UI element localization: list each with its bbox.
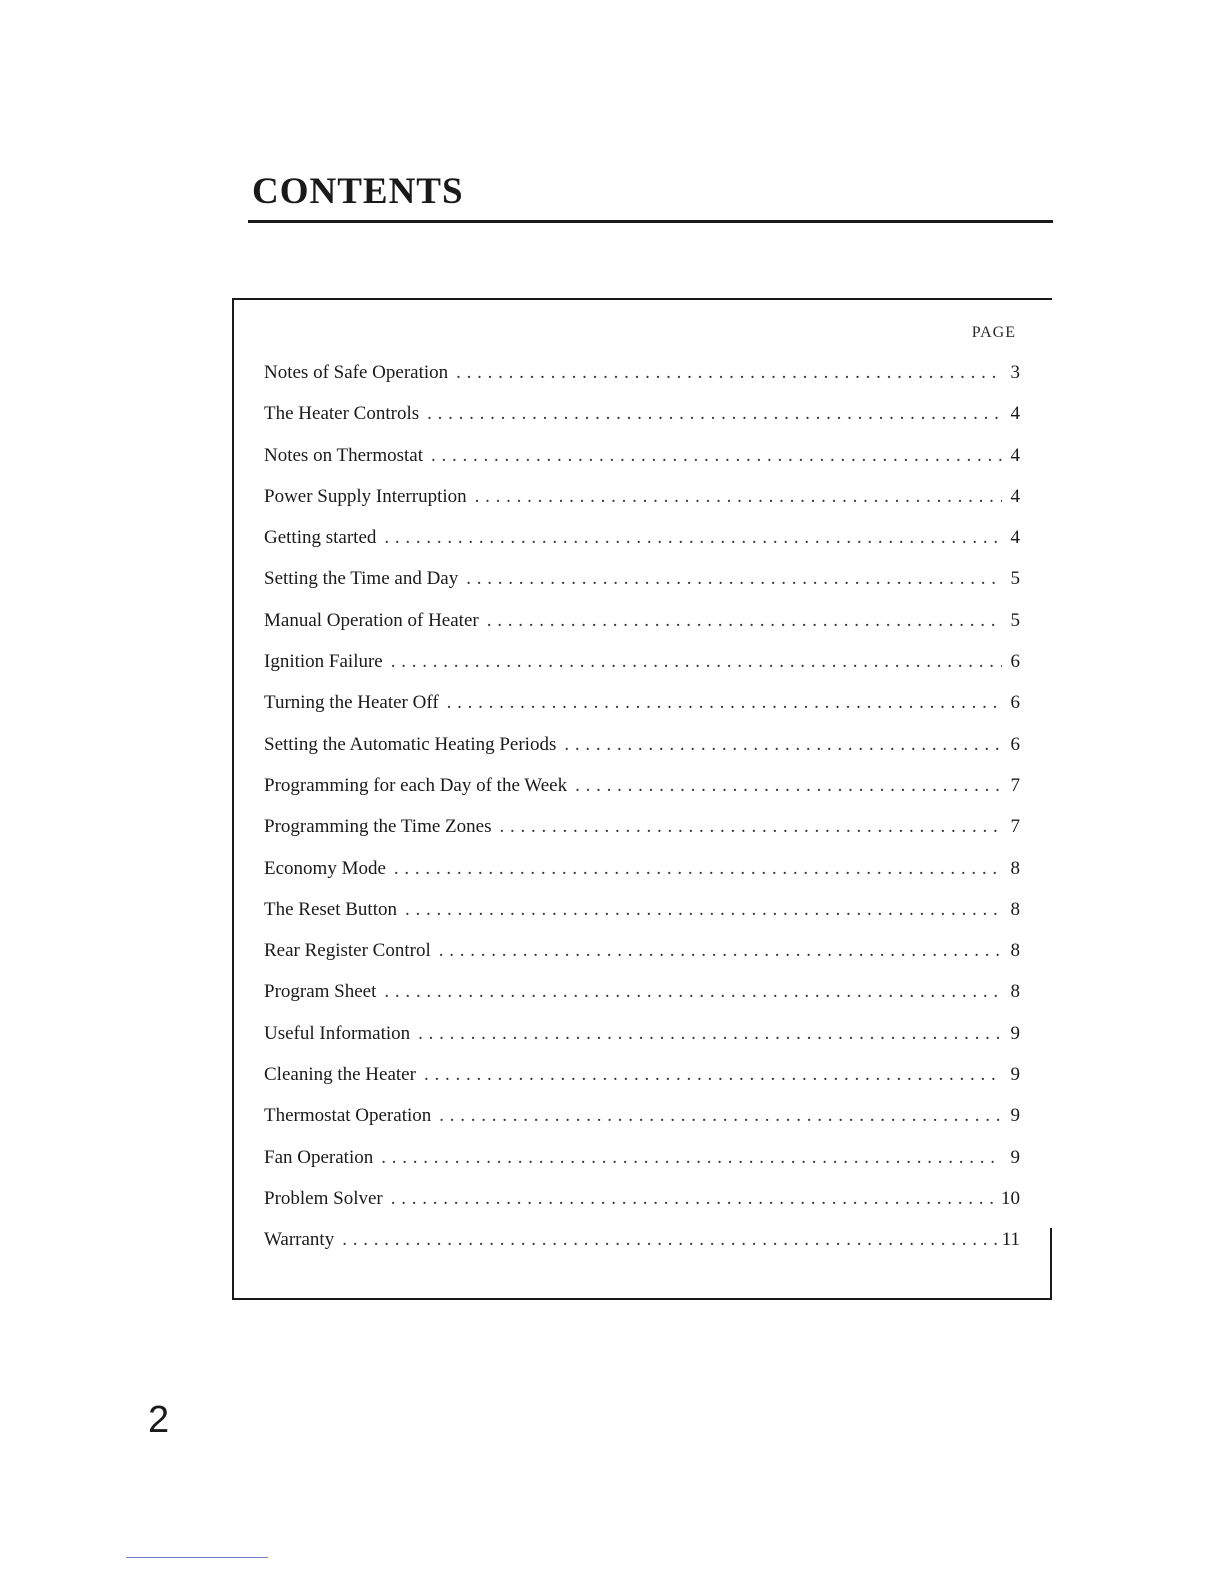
toc-entry-page: 11 <box>1001 1229 1020 1251</box>
dot-leader <box>475 476 1002 517</box>
contents-box <box>232 298 1052 1300</box>
toc-entry-label: Power Supply Interruption <box>264 485 467 507</box>
toc-entry-page: 3 <box>1010 362 1020 383</box>
dot-leader <box>439 1095 1002 1136</box>
dot-leader <box>384 971 1002 1012</box>
toc-entry-label: Thermostat Operation <box>264 1105 432 1127</box>
dot-leader <box>384 517 1002 558</box>
toc-entry-page: 5 <box>1010 568 1020 590</box>
page-title: CONTENTS <box>252 171 464 212</box>
dot-leader <box>405 889 1002 930</box>
toc-entry[interactable] <box>264 1054 1020 1095</box>
toc-entry-page: 8 <box>1010 940 1020 962</box>
dot-leader <box>456 352 1002 393</box>
contents-list <box>264 352 1020 1261</box>
title-underline <box>248 220 1053 223</box>
toc-entry-page: 4 <box>1010 403 1020 425</box>
toc-entry[interactable] <box>264 600 1020 641</box>
toc-entry-page: 4 <box>1010 444 1020 466</box>
toc-entry-page: 4 <box>1010 527 1020 549</box>
toc-entry[interactable] <box>264 1137 1020 1178</box>
toc-entry-page: 6 <box>1010 692 1020 714</box>
toc-entry[interactable] <box>264 682 1020 723</box>
dot-leader <box>381 1137 1002 1178</box>
toc-entry[interactable] <box>264 517 1020 558</box>
toc-entry-label: Notes on Thermostat <box>264 444 424 466</box>
toc-entry-label: Getting started <box>264 527 377 549</box>
dot-leader <box>499 806 1002 847</box>
page-column-header: PAGE <box>971 324 1016 341</box>
toc-entry[interactable] <box>264 1095 1020 1136</box>
toc-entry-page: 8 <box>1010 981 1020 1003</box>
toc-entry-page: 8 <box>1010 857 1020 879</box>
dot-leader <box>487 600 1002 641</box>
dot-leader <box>342 1219 997 1260</box>
toc-entry[interactable] <box>264 889 1020 930</box>
toc-entry-label: Programming for each Day of the Week <box>264 774 568 796</box>
toc-entry[interactable] <box>264 848 1020 889</box>
page-number: 2 <box>148 1399 170 1441</box>
toc-entry-label: Economy Mode <box>264 857 386 879</box>
toc-entry-page: 9 <box>1010 1146 1020 1168</box>
dot-leader <box>466 558 1002 599</box>
toc-entry-page: 9 <box>1010 1064 1020 1086</box>
toc-entry[interactable] <box>264 971 1020 1012</box>
toc-entry[interactable] <box>264 806 1020 847</box>
dot-leader <box>391 641 1002 682</box>
toc-entry[interactable] <box>264 435 1020 476</box>
toc-entry-page: 5 <box>1010 609 1020 631</box>
toc-entry[interactable] <box>264 724 1020 765</box>
toc-entry-page: 7 <box>1010 816 1020 838</box>
toc-entry[interactable] <box>264 476 1020 517</box>
toc-entry-label: Warranty <box>264 1229 335 1251</box>
toc-entry[interactable] <box>264 352 1020 393</box>
toc-entry-label: The Heater Controls <box>264 403 420 425</box>
toc-entry[interactable] <box>264 393 1020 434</box>
dot-leader <box>575 765 1002 806</box>
dot-leader <box>394 848 1002 889</box>
toc-entry-page: 6 <box>1010 733 1020 755</box>
toc-entry-label: Ignition Failure <box>264 651 383 673</box>
dot-leader <box>418 1013 1002 1054</box>
toc-entry[interactable] <box>264 930 1020 971</box>
toc-entry[interactable] <box>264 558 1020 599</box>
toc-entry-label: Fan Operation <box>264 1146 374 1168</box>
toc-entry-page: 7 <box>1010 774 1020 796</box>
toc-entry-page: 10 <box>1001 1187 1020 1209</box>
toc-entry-page: 6 <box>1010 651 1020 673</box>
toc-entry-label: Cleaning the Heater <box>264 1064 416 1086</box>
toc-entry-label: The Reset Button <box>264 898 397 920</box>
dot-leader <box>391 1178 997 1219</box>
toc-entry-label: Rear Register Control <box>264 940 431 962</box>
toc-entry-label: Program Sheet <box>264 981 377 1003</box>
toc-entry[interactable] <box>264 641 1020 682</box>
toc-entry-label: Programming the Time Zones <box>264 816 492 838</box>
footer-line <box>126 1557 268 1558</box>
toc-entry-label: Problem Solver <box>264 1187 383 1209</box>
dot-leader <box>447 682 1002 723</box>
dot-leader <box>431 435 1002 476</box>
toc-entry[interactable] <box>264 1013 1020 1054</box>
toc-entry[interactable] <box>264 1178 1020 1219</box>
toc-entry-page: 9 <box>1010 1105 1020 1127</box>
dot-leader <box>439 930 1002 971</box>
toc-entry-label: Manual Operation of Heater <box>264 609 479 631</box>
toc-entry-page: 9 <box>1010 1022 1020 1044</box>
toc-entry-label: Setting the Automatic Heating Periods <box>264 733 557 755</box>
dot-leader <box>424 1054 1002 1095</box>
toc-entry-label: Useful Information <box>264 1022 411 1044</box>
dot-leader <box>427 393 1002 434</box>
toc-entry-label: Notes of Safe Operation <box>264 362 449 383</box>
toc-entry-label: Turning the Heater Off <box>264 692 439 714</box>
dot-leader <box>564 724 1002 765</box>
toc-entry[interactable] <box>264 1219 1020 1260</box>
toc-entry-label: Setting the Time and Day <box>264 568 459 590</box>
toc-entry[interactable] <box>264 765 1020 806</box>
toc-entry-page: 4 <box>1010 485 1020 507</box>
box-right-border <box>1050 1228 1052 1300</box>
toc-entry-page: 8 <box>1010 898 1020 920</box>
